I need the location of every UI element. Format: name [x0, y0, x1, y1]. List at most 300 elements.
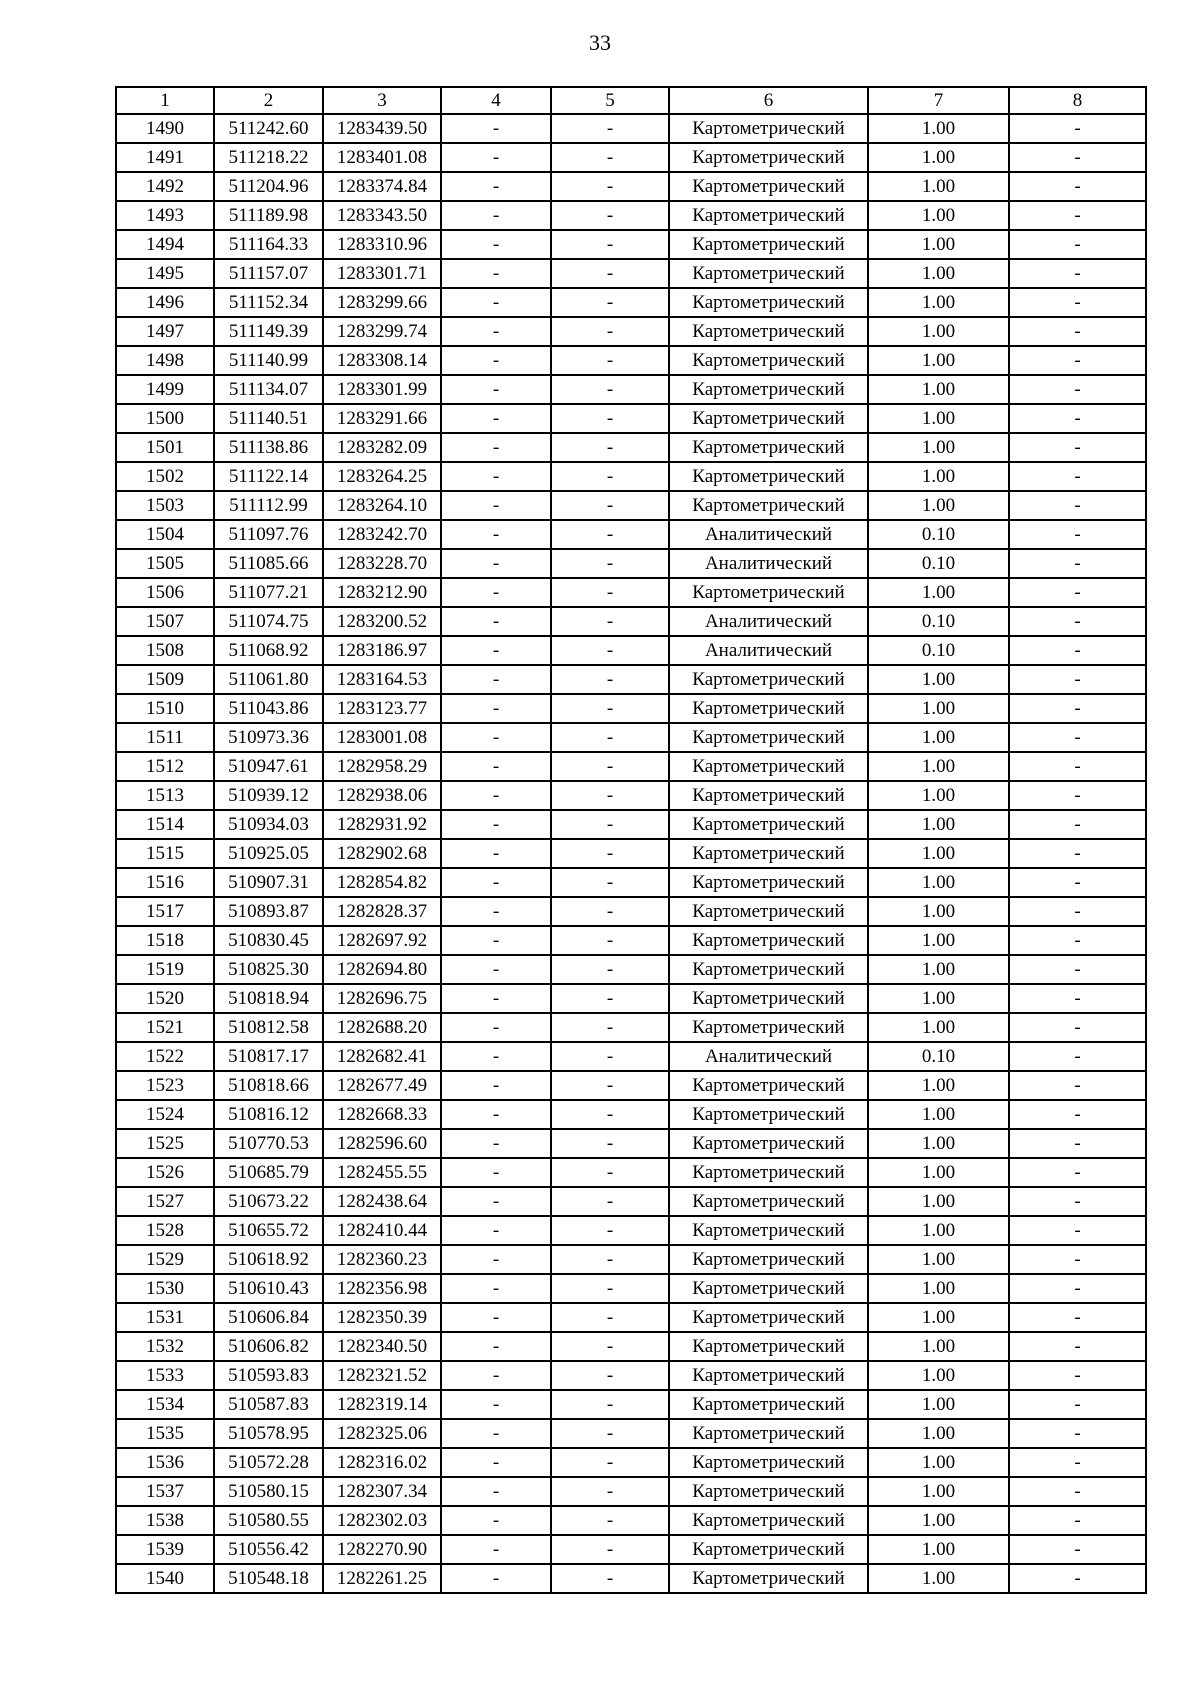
method-cell: Картометрический	[669, 230, 868, 259]
x-coordinate-cell: 511043.86	[214, 694, 323, 723]
col4-cell: -	[441, 520, 551, 549]
y-coordinate-cell: 1282902.68	[323, 839, 441, 868]
point-number-cell: 1496	[116, 288, 214, 317]
x-coordinate-cell: 511074.75	[214, 607, 323, 636]
col5-cell: -	[551, 1042, 669, 1071]
col4-cell: -	[441, 926, 551, 955]
col4-cell: -	[441, 1535, 551, 1564]
point-number-cell: 1523	[116, 1071, 214, 1100]
table-row	[116, 926, 1146, 955]
y-coordinate-cell: 1283164.53	[323, 665, 441, 694]
accuracy-cell: 1.00	[868, 230, 1009, 259]
col4-cell: -	[441, 1158, 551, 1187]
point-number-cell: 1499	[116, 375, 214, 404]
col8-cell: -	[1009, 752, 1146, 781]
point-number-cell: 1537	[116, 1477, 214, 1506]
accuracy-cell: 1.00	[868, 1303, 1009, 1332]
y-coordinate-cell: 1282596.60	[323, 1129, 441, 1158]
point-number-cell: 1535	[116, 1419, 214, 1448]
col5-cell: -	[551, 723, 669, 752]
table-row	[116, 1071, 1146, 1100]
table-row	[116, 1506, 1146, 1535]
col8-cell: -	[1009, 955, 1146, 984]
y-coordinate-cell: 1282438.64	[323, 1187, 441, 1216]
column-header: 5	[551, 87, 669, 114]
method-cell: Картометрический	[669, 1100, 868, 1129]
table-row	[116, 549, 1146, 578]
table-row	[116, 694, 1146, 723]
y-coordinate-cell: 1282350.39	[323, 1303, 441, 1332]
method-cell: Картометрический	[669, 114, 868, 143]
col5-cell: -	[551, 1100, 669, 1129]
table-row	[116, 404, 1146, 433]
table-row	[116, 1564, 1146, 1593]
table-row	[116, 259, 1146, 288]
method-cell: Картометрический	[669, 694, 868, 723]
method-cell: Картометрический	[669, 665, 868, 694]
method-cell: Картометрический	[669, 375, 868, 404]
table-row	[116, 1245, 1146, 1274]
col8-cell: -	[1009, 810, 1146, 839]
method-cell: Картометрический	[669, 404, 868, 433]
col8-cell: -	[1009, 433, 1146, 462]
method-cell: Картометрический	[669, 143, 868, 172]
method-cell: Картометрический	[669, 1477, 868, 1506]
col5-cell: -	[551, 1564, 669, 1593]
point-number-cell: 1515	[116, 839, 214, 868]
x-coordinate-cell: 510655.72	[214, 1216, 323, 1245]
col8-cell: -	[1009, 1274, 1146, 1303]
coordinates-table	[115, 86, 1147, 1594]
table-row	[116, 897, 1146, 926]
y-coordinate-cell: 1283401.08	[323, 143, 441, 172]
x-coordinate-cell: 511068.92	[214, 636, 323, 665]
col8-cell: -	[1009, 172, 1146, 201]
col4-cell: -	[441, 1129, 551, 1158]
y-coordinate-cell: 1283123.77	[323, 694, 441, 723]
col5-cell: -	[551, 636, 669, 665]
x-coordinate-cell: 510770.53	[214, 1129, 323, 1158]
point-number-cell: 1530	[116, 1274, 214, 1303]
accuracy-cell: 1.00	[868, 143, 1009, 172]
x-coordinate-cell: 510618.92	[214, 1245, 323, 1274]
y-coordinate-cell: 1282270.90	[323, 1535, 441, 1564]
x-coordinate-cell: 510606.84	[214, 1303, 323, 1332]
x-coordinate-cell: 511134.07	[214, 375, 323, 404]
col4-cell: -	[441, 636, 551, 665]
col8-cell: -	[1009, 404, 1146, 433]
accuracy-cell: 1.00	[868, 868, 1009, 897]
col5-cell: -	[551, 1013, 669, 1042]
y-coordinate-cell: 1283299.74	[323, 317, 441, 346]
table-row	[116, 1187, 1146, 1216]
col8-cell: -	[1009, 607, 1146, 636]
method-cell: Картометрический	[669, 1419, 868, 1448]
col5-cell: -	[551, 317, 669, 346]
method-cell: Аналитический	[669, 549, 868, 578]
col5-cell: -	[551, 1361, 669, 1390]
col5-cell: -	[551, 1071, 669, 1100]
col5-cell: -	[551, 1158, 669, 1187]
col4-cell: -	[441, 984, 551, 1013]
col4-cell: -	[441, 1274, 551, 1303]
point-number-cell: 1534	[116, 1390, 214, 1419]
table-row	[116, 172, 1146, 201]
col8-cell: -	[1009, 549, 1146, 578]
table-row	[116, 1100, 1146, 1129]
point-number-cell: 1525	[116, 1129, 214, 1158]
accuracy-cell: 1.00	[868, 1477, 1009, 1506]
y-coordinate-cell: 1283212.90	[323, 578, 441, 607]
method-cell: Картометрический	[669, 462, 868, 491]
table-row	[116, 752, 1146, 781]
accuracy-cell: 1.00	[868, 346, 1009, 375]
x-coordinate-cell: 510556.42	[214, 1535, 323, 1564]
x-coordinate-cell: 511122.14	[214, 462, 323, 491]
table-row	[116, 346, 1146, 375]
col4-cell: -	[441, 868, 551, 897]
col4-cell: -	[441, 1216, 551, 1245]
table-row	[116, 1303, 1146, 1332]
col4-cell: -	[441, 752, 551, 781]
y-coordinate-cell: 1283228.70	[323, 549, 441, 578]
table-row	[116, 288, 1146, 317]
method-cell: Картометрический	[669, 1216, 868, 1245]
point-number-cell: 1497	[116, 317, 214, 346]
x-coordinate-cell: 510907.31	[214, 868, 323, 897]
y-coordinate-cell: 1282261.25	[323, 1564, 441, 1593]
col8-cell: -	[1009, 288, 1146, 317]
col5-cell: -	[551, 1332, 669, 1361]
col5-cell: -	[551, 404, 669, 433]
col5-cell: -	[551, 665, 669, 694]
y-coordinate-cell: 1282410.44	[323, 1216, 441, 1245]
col5-cell: -	[551, 1245, 669, 1274]
table-row	[116, 230, 1146, 259]
accuracy-cell: 1.00	[868, 752, 1009, 781]
col4-cell: -	[441, 375, 551, 404]
col8-cell: -	[1009, 984, 1146, 1013]
col5-cell: -	[551, 810, 669, 839]
method-cell: Картометрический	[669, 1332, 868, 1361]
y-coordinate-cell: 1282360.23	[323, 1245, 441, 1274]
point-number-cell: 1524	[116, 1100, 214, 1129]
point-number-cell: 1498	[116, 346, 214, 375]
col8-cell: -	[1009, 1187, 1146, 1216]
col5-cell: -	[551, 752, 669, 781]
accuracy-cell: 0.10	[868, 549, 1009, 578]
point-number-cell: 1517	[116, 897, 214, 926]
table-row	[116, 839, 1146, 868]
x-coordinate-cell: 510580.15	[214, 1477, 323, 1506]
table-row	[116, 114, 1146, 143]
col5-cell: -	[551, 520, 669, 549]
accuracy-cell: 1.00	[868, 172, 1009, 201]
point-number-cell: 1536	[116, 1448, 214, 1477]
point-number-cell: 1506	[116, 578, 214, 607]
accuracy-cell: 0.10	[868, 636, 1009, 665]
col4-cell: -	[441, 781, 551, 810]
table-body	[116, 114, 1146, 1593]
accuracy-cell: 0.10	[868, 520, 1009, 549]
y-coordinate-cell: 1282455.55	[323, 1158, 441, 1187]
point-number-cell: 1538	[116, 1506, 214, 1535]
col8-cell: -	[1009, 1100, 1146, 1129]
method-cell: Картометрический	[669, 1361, 868, 1390]
accuracy-cell: 1.00	[868, 114, 1009, 143]
col8-cell: -	[1009, 1332, 1146, 1361]
point-number-cell: 1518	[116, 926, 214, 955]
col4-cell: -	[441, 1042, 551, 1071]
method-cell: Картометрический	[669, 1187, 868, 1216]
col4-cell: -	[441, 1245, 551, 1274]
point-number-cell: 1512	[116, 752, 214, 781]
table-row	[116, 1274, 1146, 1303]
col8-cell: -	[1009, 1477, 1146, 1506]
col8-cell: -	[1009, 665, 1146, 694]
y-coordinate-cell: 1282325.06	[323, 1419, 441, 1448]
method-cell: Картометрический	[669, 1274, 868, 1303]
method-cell: Картометрический	[669, 723, 868, 752]
col5-cell: -	[551, 114, 669, 143]
table-row	[116, 723, 1146, 752]
col4-cell: -	[441, 1100, 551, 1129]
table-row	[116, 1332, 1146, 1361]
point-number-cell: 1519	[116, 955, 214, 984]
x-coordinate-cell: 510812.58	[214, 1013, 323, 1042]
method-cell: Картометрический	[669, 1506, 868, 1535]
point-number-cell: 1508	[116, 636, 214, 665]
col5-cell: -	[551, 897, 669, 926]
x-coordinate-cell: 510830.45	[214, 926, 323, 955]
column-header: 4	[441, 87, 551, 114]
point-number-cell: 1500	[116, 404, 214, 433]
col4-cell: -	[441, 172, 551, 201]
method-cell: Картометрический	[669, 1448, 868, 1477]
point-number-cell: 1491	[116, 143, 214, 172]
col8-cell: -	[1009, 1506, 1146, 1535]
x-coordinate-cell: 511204.96	[214, 172, 323, 201]
col5-cell: -	[551, 172, 669, 201]
x-coordinate-cell: 511189.98	[214, 201, 323, 230]
y-coordinate-cell: 1283186.97	[323, 636, 441, 665]
x-coordinate-cell: 510593.83	[214, 1361, 323, 1390]
col8-cell: -	[1009, 926, 1146, 955]
col4-cell: -	[441, 288, 551, 317]
accuracy-cell: 1.00	[868, 1390, 1009, 1419]
col5-cell: -	[551, 1506, 669, 1535]
point-number-cell: 1522	[116, 1042, 214, 1071]
accuracy-cell: 1.00	[868, 1361, 1009, 1390]
table-row	[116, 1535, 1146, 1564]
col5-cell: -	[551, 1274, 669, 1303]
accuracy-cell: 1.00	[868, 375, 1009, 404]
point-number-cell: 1521	[116, 1013, 214, 1042]
col8-cell: -	[1009, 1564, 1146, 1593]
y-coordinate-cell: 1282931.92	[323, 810, 441, 839]
x-coordinate-cell: 511149.39	[214, 317, 323, 346]
col4-cell: -	[441, 433, 551, 462]
point-number-cell: 1493	[116, 201, 214, 230]
x-coordinate-cell: 510939.12	[214, 781, 323, 810]
col8-cell: -	[1009, 694, 1146, 723]
x-coordinate-cell: 510947.61	[214, 752, 323, 781]
col5-cell: -	[551, 1390, 669, 1419]
accuracy-cell: 1.00	[868, 491, 1009, 520]
col4-cell: -	[441, 1013, 551, 1042]
accuracy-cell: 1.00	[868, 1506, 1009, 1535]
col5-cell: -	[551, 1216, 669, 1245]
point-number-cell: 1531	[116, 1303, 214, 1332]
x-coordinate-cell: 511164.33	[214, 230, 323, 259]
y-coordinate-cell: 1283374.84	[323, 172, 441, 201]
col8-cell: -	[1009, 375, 1146, 404]
accuracy-cell: 1.00	[868, 317, 1009, 346]
col5-cell: -	[551, 1419, 669, 1448]
table-row	[116, 1158, 1146, 1187]
accuracy-cell: 1.00	[868, 1564, 1009, 1593]
x-coordinate-cell: 510817.17	[214, 1042, 323, 1071]
col4-cell: -	[441, 578, 551, 607]
point-number-cell: 1505	[116, 549, 214, 578]
method-cell: Картометрический	[669, 781, 868, 810]
method-cell: Картометрический	[669, 752, 868, 781]
col4-cell: -	[441, 230, 551, 259]
col8-cell: -	[1009, 1158, 1146, 1187]
accuracy-cell: 1.00	[868, 1332, 1009, 1361]
method-cell: Картометрический	[669, 578, 868, 607]
col4-cell: -	[441, 1448, 551, 1477]
y-coordinate-cell: 1283291.66	[323, 404, 441, 433]
table-row	[116, 1419, 1146, 1448]
x-coordinate-cell: 511097.76	[214, 520, 323, 549]
method-cell: Картометрический	[669, 897, 868, 926]
table-row	[116, 1216, 1146, 1245]
point-number-cell: 1510	[116, 694, 214, 723]
x-coordinate-cell: 510973.36	[214, 723, 323, 752]
col8-cell: -	[1009, 1419, 1146, 1448]
accuracy-cell: 1.00	[868, 926, 1009, 955]
accuracy-cell: 1.00	[868, 839, 1009, 868]
point-number-cell: 1526	[116, 1158, 214, 1187]
table-row	[116, 491, 1146, 520]
col5-cell: -	[551, 868, 669, 897]
col4-cell: -	[441, 665, 551, 694]
col4-cell: -	[441, 491, 551, 520]
point-number-cell: 1503	[116, 491, 214, 520]
point-number-cell: 1501	[116, 433, 214, 462]
col5-cell: -	[551, 375, 669, 404]
point-number-cell: 1532	[116, 1332, 214, 1361]
point-number-cell: 1495	[116, 259, 214, 288]
table-row	[116, 1129, 1146, 1158]
page-number: 33	[589, 30, 611, 55]
x-coordinate-cell: 510606.82	[214, 1332, 323, 1361]
col4-cell: -	[441, 1332, 551, 1361]
col8-cell: -	[1009, 317, 1146, 346]
x-coordinate-cell: 510925.05	[214, 839, 323, 868]
col5-cell: -	[551, 230, 669, 259]
col4-cell: -	[441, 201, 551, 230]
col8-cell: -	[1009, 1129, 1146, 1158]
method-cell: Картометрический	[669, 955, 868, 984]
col8-cell: -	[1009, 1390, 1146, 1419]
table-row	[116, 375, 1146, 404]
col4-cell: -	[441, 810, 551, 839]
col8-cell: -	[1009, 114, 1146, 143]
point-number-cell: 1529	[116, 1245, 214, 1274]
table-row	[116, 636, 1146, 665]
point-number-cell: 1502	[116, 462, 214, 491]
x-coordinate-cell: 510673.22	[214, 1187, 323, 1216]
accuracy-cell: 1.00	[868, 404, 1009, 433]
accuracy-cell: 1.00	[868, 259, 1009, 288]
table-row	[116, 317, 1146, 346]
col8-cell: -	[1009, 1303, 1146, 1332]
y-coordinate-cell: 1283308.14	[323, 346, 441, 375]
col5-cell: -	[551, 549, 669, 578]
table-row	[116, 1042, 1146, 1071]
method-cell: Картометрический	[669, 1390, 868, 1419]
col4-cell: -	[441, 462, 551, 491]
y-coordinate-cell: 1282696.75	[323, 984, 441, 1013]
y-coordinate-cell: 1282316.02	[323, 1448, 441, 1477]
col5-cell: -	[551, 839, 669, 868]
col4-cell: -	[441, 143, 551, 172]
table-row	[116, 984, 1146, 1013]
point-number-cell: 1504	[116, 520, 214, 549]
x-coordinate-cell: 510816.12	[214, 1100, 323, 1129]
col4-cell: -	[441, 404, 551, 433]
accuracy-cell: 1.00	[868, 694, 1009, 723]
col5-cell: -	[551, 288, 669, 317]
y-coordinate-cell: 1283001.08	[323, 723, 441, 752]
col4-cell: -	[441, 839, 551, 868]
y-coordinate-cell: 1283264.25	[323, 462, 441, 491]
point-number-cell: 1539	[116, 1535, 214, 1564]
accuracy-cell: 0.10	[868, 1042, 1009, 1071]
x-coordinate-cell: 510587.83	[214, 1390, 323, 1419]
col5-cell: -	[551, 578, 669, 607]
method-cell: Картометрический	[669, 839, 868, 868]
point-number-cell: 1516	[116, 868, 214, 897]
col5-cell: -	[551, 1187, 669, 1216]
y-coordinate-cell: 1282828.37	[323, 897, 441, 926]
method-cell: Картометрический	[669, 1129, 868, 1158]
x-coordinate-cell: 511242.60	[214, 114, 323, 143]
table-row	[116, 520, 1146, 549]
col5-cell: -	[551, 491, 669, 520]
col5-cell: -	[551, 1448, 669, 1477]
col5-cell: -	[551, 926, 669, 955]
col4-cell: -	[441, 723, 551, 752]
col8-cell: -	[1009, 1216, 1146, 1245]
accuracy-cell: 1.00	[868, 201, 1009, 230]
y-coordinate-cell: 1282356.98	[323, 1274, 441, 1303]
table-row	[116, 868, 1146, 897]
x-coordinate-cell: 511218.22	[214, 143, 323, 172]
method-cell: Картометрический	[669, 1303, 868, 1332]
col4-cell: -	[441, 1361, 551, 1390]
y-coordinate-cell: 1282677.49	[323, 1071, 441, 1100]
y-coordinate-cell: 1282321.52	[323, 1361, 441, 1390]
x-coordinate-cell: 510572.28	[214, 1448, 323, 1477]
y-coordinate-cell: 1283439.50	[323, 114, 441, 143]
table-row	[116, 433, 1146, 462]
accuracy-cell: 1.00	[868, 1187, 1009, 1216]
col5-cell: -	[551, 781, 669, 810]
point-number-cell: 1514	[116, 810, 214, 839]
